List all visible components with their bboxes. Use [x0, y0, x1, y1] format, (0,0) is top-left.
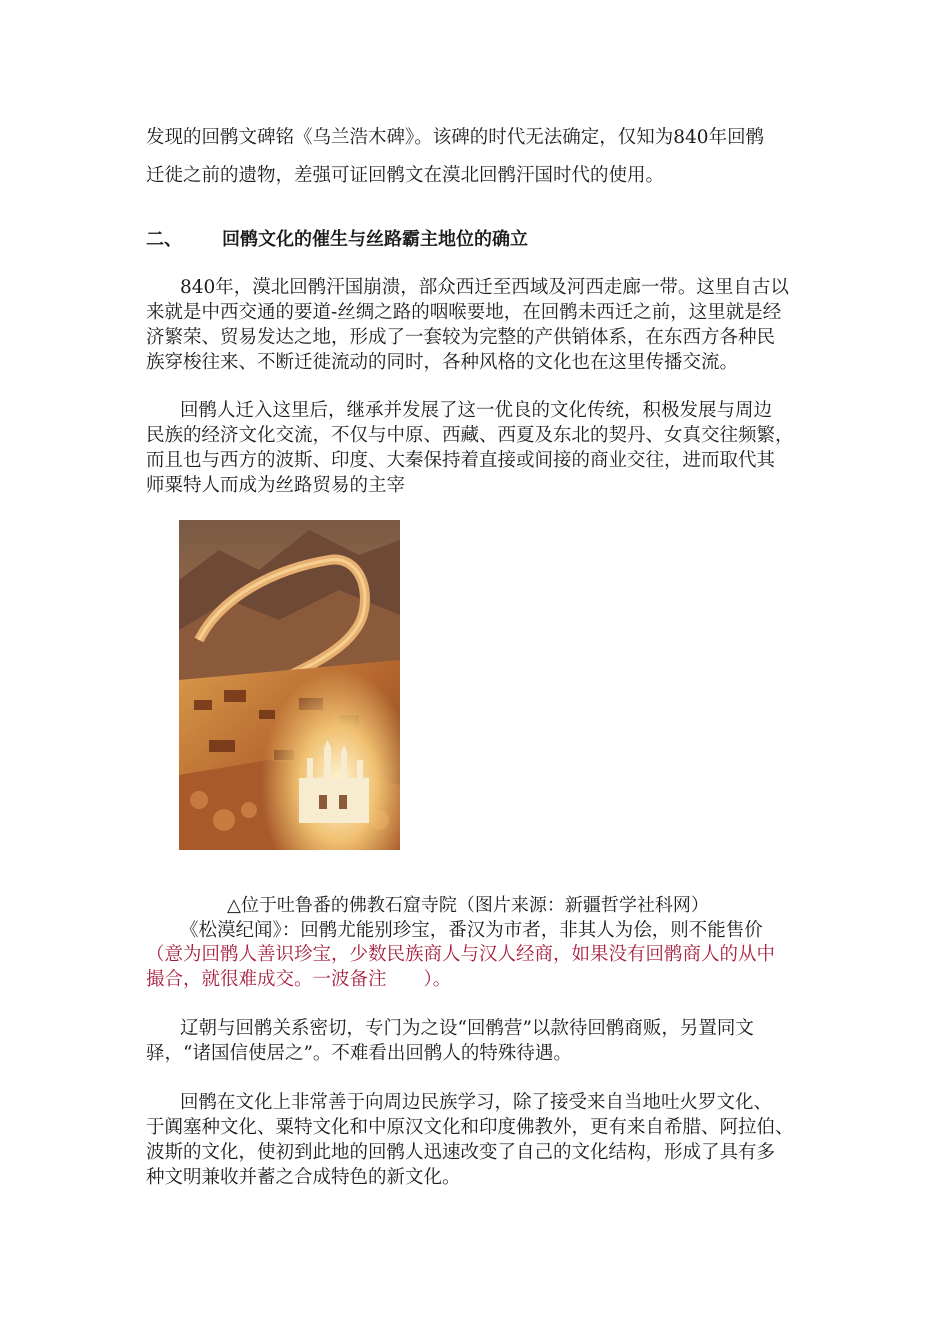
section-title: 回鹘文化的催生与丝路霸主地位的确立 — [222, 229, 528, 250]
paragraph-line: 师粟特人而成为丝路贸易的主宰 — [146, 475, 406, 496]
paragraph-line: 于阗塞种文化、粟特文化和中原汉文化和印度佛教外，更有来自希腊、阿拉伯、 — [146, 1117, 794, 1138]
figure-caption: △位于吐鲁番的佛教石窟寺院（图片来源：新疆哲学社科网） — [227, 895, 709, 916]
quote-text: 《松漠纪闻》：回鹘尤能别珍宝，番汉为市者，非其人为侩，则不能售价 — [180, 920, 763, 941]
section-number: 二、 — [146, 229, 182, 250]
paragraph-line: 波斯的文化，使初到此地的回鹘人迅速改变了自己的文化结构，形成了具有多 — [146, 1142, 776, 1163]
cave-temple-photo — [179, 520, 400, 850]
paragraph-line: 辽朝与回鹘关系密切，专门为之设“回鹘营”以款待回鹘商贩，另置同文 — [180, 1018, 754, 1039]
paragraph-line: 来就是中西交通的要道-丝绸之路的咽喉要地，在回鹘未西迁之前，这里就是经 — [146, 302, 782, 323]
paragraph-line: 而且也与西方的波斯、印度、大秦保持着直接或间接的商业交往，进而取代其 — [146, 450, 776, 471]
paragraph-line: 发现的回鹘文碑铭《乌兰浩木碑》。该碑的时代无法确定，仅知为840年回鹘 — [146, 127, 765, 148]
paragraph-line: 族穿梭往来、不断迁徙流动的同时，各种风格的文化也在这里传播交流。 — [146, 352, 739, 373]
paragraph-line: 840年，漠北回鹘汗国崩溃，部众西迁至西域及河西走廊一带。这里自古以 — [180, 277, 789, 298]
editor-note: 撮合，就很难成交。一波备注 ）。 — [146, 969, 452, 990]
paragraph-line: 回鹘人迁入这里后，继承并发展了这一优良的文化传统，积极发展与周边 — [180, 400, 773, 421]
paragraph-line: 驿，“诸国信使居之”。不难看出回鹘人的特殊待遇。 — [146, 1043, 572, 1064]
paragraph-line: 济繁荣、贸易发达之地，形成了一套较为完整的产供销体系，在东西方各种民 — [146, 327, 776, 348]
paragraph-line: 迁徙之前的遗物，差强可证回鹘文在漠北回鹘汗国时代的使用。 — [146, 165, 665, 186]
paragraph-line: 回鹘在文化上非常善于向周边民族学习，除了接受来自当地吐火罗文化、 — [180, 1092, 773, 1113]
paragraph-line: 民族的经济文化交流，不仅与中原、西藏、西夏及东北的契丹、女真交往频繁， — [146, 425, 794, 446]
paragraph-line: 种文明兼收并蓄之合成特色的新文化。 — [146, 1167, 461, 1188]
editor-note: （意为回鹘人善识珍宝，少数民族商人与汉人经商，如果没有回鹘商人的从中 — [146, 944, 776, 965]
